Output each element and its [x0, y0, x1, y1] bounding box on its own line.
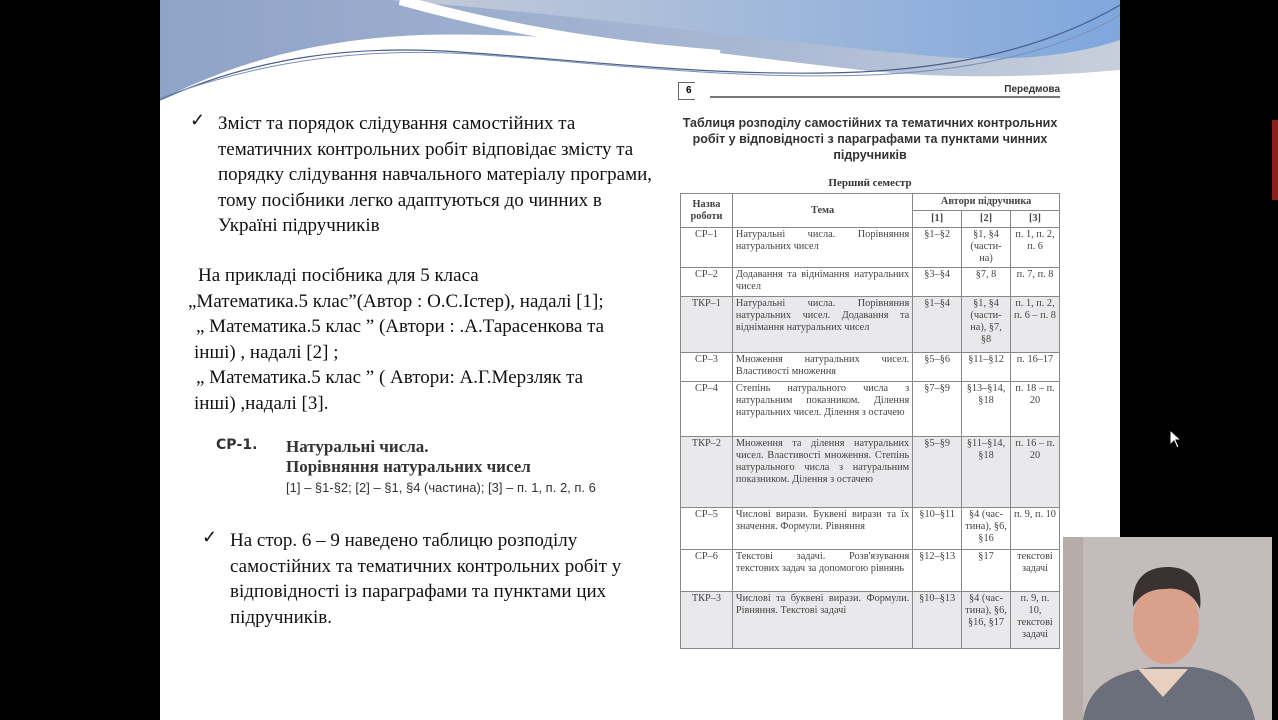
cell-name: СР–4	[681, 382, 733, 437]
distribution-table	[680, 193, 1060, 649]
header-a2: [2]	[962, 211, 1011, 228]
textbooks-paragraph	[188, 263, 678, 417]
cell-a3: п. 18 – п. 20	[1010, 382, 1059, 437]
cell-a3: п. 7, п. 8	[1010, 268, 1059, 297]
cell-a3: п. 9, п. 10	[1010, 508, 1059, 550]
cell-a3: п. 1, п. 2, п. 6 – п. 8	[1010, 297, 1059, 353]
table-row	[681, 592, 1060, 649]
presentation-slide	[160, 0, 1120, 720]
cell-a2: §7, 8	[962, 268, 1011, 297]
header-topic: Тема	[732, 194, 912, 228]
header-a1: [1]	[913, 211, 962, 228]
table-row	[681, 297, 1060, 353]
table-row	[681, 508, 1060, 550]
cell-a3: п. 16 – п. 20	[1010, 437, 1059, 508]
cell-a3: п. 16–17	[1010, 353, 1059, 382]
cell-a2: §11–§12	[962, 353, 1011, 382]
cell-a1: §5–§9	[913, 437, 962, 508]
table-title: Таблиця розподілу самостійних та тематичних контрольних робіт у відповідності з параграфами та пунктами чинних підручників	[682, 116, 1058, 162]
cell-name: ТКР–2	[681, 437, 733, 508]
table-row	[681, 228, 1060, 268]
section-title: Передмова	[1004, 84, 1060, 95]
cell-a3: п. 9, п. 10, текстові задачі	[1010, 592, 1059, 649]
webcam-overlay	[1063, 537, 1272, 720]
cell-a1: §1–§2	[913, 228, 962, 268]
cell-a1: §10–§11	[913, 508, 962, 550]
cell-a1: §5–§6	[913, 353, 962, 382]
table-row	[681, 437, 1060, 508]
semester-label: Перший семестр	[828, 177, 912, 189]
bullet-text-content-order: Зміст та порядок слідування самостійних та тематичних контрольних робіт відповідає змісту та порядку слідування навчального матеріалу програми, тому посібники легко адаптуються до чинних в Україні підручників	[218, 113, 653, 237]
header-a3: [3]	[1010, 211, 1059, 228]
cell-a2: §13–§14, §18	[962, 382, 1011, 437]
cell-a1: §10–§13	[913, 592, 962, 649]
table-row	[681, 353, 1060, 382]
snippet-reference: [1] – §1-§2; [2] – §1, §4 (частина); [3] – п. 1, п. 2, п. 6	[286, 480, 596, 495]
cell-name: СР–3	[681, 353, 733, 382]
snippet-code: СР-1.	[216, 437, 258, 453]
cell-a1: §7–§9	[913, 382, 962, 437]
cell-name: СР–6	[681, 550, 733, 592]
header-authors: Автори підручника	[913, 194, 1060, 211]
table-row	[681, 268, 1060, 297]
cell-a1: §1–§4	[913, 297, 962, 353]
cell-a2: §11–§14, §18	[962, 437, 1011, 508]
check-icon: ✓	[190, 110, 206, 130]
mouse-cursor-icon	[1169, 429, 1183, 449]
textbooks-line: інші) , надалі [2] ;	[194, 341, 339, 363]
cell-topic: Текстові задачі. Розв'язування текстових задач за допомогою рівнянь	[732, 550, 912, 592]
cell-name: СР–5	[681, 508, 733, 550]
cell-topic: Множення натуральних чисел. Властивості множення	[732, 353, 912, 382]
cell-topic: Степінь натурального числа з натуральним показником. Ділення натуральних чисел. Ділення з остачею	[732, 382, 912, 437]
cell-a2: §4 (час-тина), §6, §16	[962, 508, 1011, 550]
cell-a1: §12–§13	[913, 550, 962, 592]
cell-name: ТКР–3	[681, 592, 733, 649]
cell-topic: Множення та ділення натуральних чисел. Властивості множення. Степінь натурального числа з натуральним показником. Ділення з остачею	[732, 437, 912, 508]
textbooks-line: „ Математика.5 клас ” (Автори : .А.Тарасенкова та	[196, 316, 605, 338]
snippet-title-1: Натуральні числа.	[286, 437, 429, 456]
cell-topic: Додавання та віднімання натуральних чисел	[732, 268, 912, 297]
cell-name: СР–1	[681, 228, 733, 268]
cell-a2: §4 (час-тина), §6, §16, §17	[962, 592, 1011, 649]
cell-a2: §1, §4 (части-на)	[962, 228, 1011, 268]
cell-name: ТКР–1	[681, 297, 733, 353]
cell-a3: п. 1, п. 2, п. 6	[1010, 228, 1059, 268]
cell-name: СР–2	[681, 268, 733, 297]
textbooks-line: „Математика.5 клас”(Автор : О.С.Істер), надалі [1];	[188, 290, 604, 312]
table-row	[681, 550, 1060, 592]
presenter-video	[1063, 537, 1272, 720]
cell-a2: §17	[962, 550, 1011, 592]
header-rule	[710, 96, 1060, 98]
background-window-edge	[1272, 120, 1278, 200]
slide-header-wave-decoration	[160, 0, 1120, 110]
table-row	[681, 382, 1060, 437]
check-icon: ✓	[202, 527, 218, 547]
cell-a3: текстові задачі	[1010, 550, 1059, 592]
cell-a2: §1, §4 (части-на), §7, §8	[962, 297, 1011, 353]
snippet-title-2: Порівняння натуральних чисел	[286, 457, 531, 476]
cell-topic: Числові вирази. Буквені вирази та їх значення. Формули. Рівняння	[732, 508, 912, 550]
cell-a1: §3–§4	[913, 268, 962, 297]
bullet-text-table-pages: На стор. 6 – 9 наведено таблицю розподілу самостійних та тематичних контрольних робіт у відповідності із параграфами та пунктами цих підручників.	[230, 530, 622, 628]
header-name: Назва роботи	[681, 194, 733, 228]
textbooks-line: На прикладі посібника для 5 класа	[198, 265, 479, 286]
page-number: 6	[678, 82, 695, 100]
cell-topic: Натуральні числа. Порівняння натуральних чисел	[732, 228, 912, 268]
textbooks-line: „ Математика.5 клас ” ( Автори: А.Г.Мерзляк та	[196, 367, 584, 389]
cell-topic: Натуральні числа. Порівняння натуральних чисел. Додавання та віднімання натуральних чисел	[732, 297, 912, 353]
cell-topic: Числові та буквені вирази. Формули. Рівняння. Текстові задачі	[732, 592, 912, 649]
textbooks-line: інші) ,надалі [3].	[194, 392, 329, 414]
